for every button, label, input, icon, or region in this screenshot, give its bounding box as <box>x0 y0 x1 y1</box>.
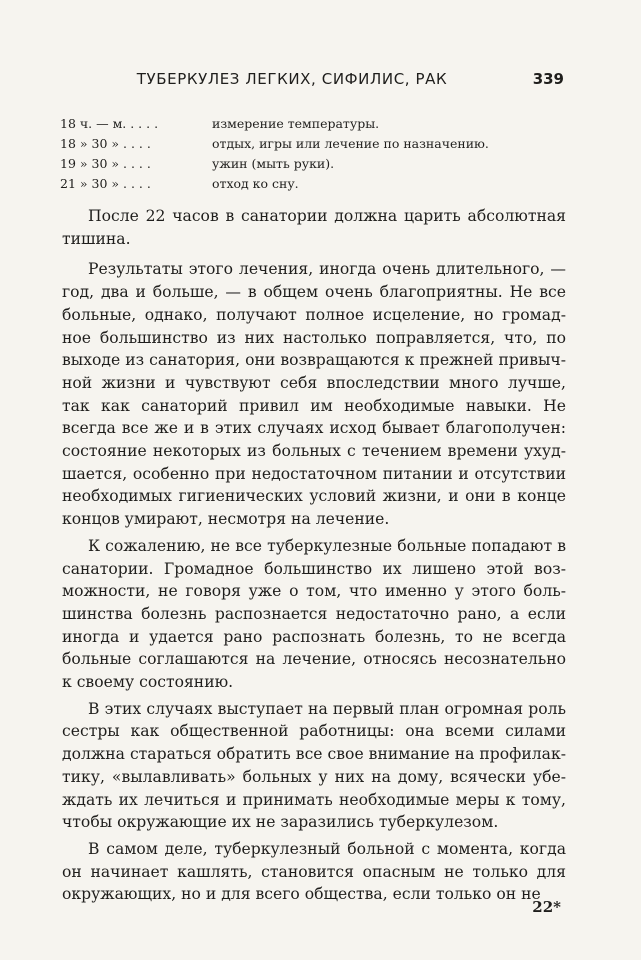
body-text <box>62 205 566 910</box>
schedule-activity: отдых, игры или лечение по назначению. <box>212 136 489 151</box>
page-number: 339 <box>532 70 564 88</box>
schedule-time: 21 » 30 » . . . . <box>60 176 151 191</box>
paragraph: Результаты этого лечения, иногда очень длительного, — год, два и больше, — в общем очень благоприятны. Не все больные, однако, получают полное исцеление, но громадное большинство из них настолько поправляется, что, по выходе из санатория, они возвращаются к прежней привычной жизни и чувствуют себя впоследствии много лучше, так как санаторий привил им необходимые навыки. Не всегда все же и в этих случаях исход бывает благополучен: состояние некоторых из больных с течением времени ухудшается, особенно при недостаточном питании и отсутствии необходимых гигиенических условий жизни, и они в конце концов умирают, несмотря на лечение. <box>62 260 566 529</box>
schedule-row <box>60 114 560 134</box>
schedule-time: 18 » 30 » . . . . <box>60 136 151 151</box>
paragraph: К сожалению, не все туберкулезные больные попадают в санатории. Громадное большинство их лишено этой возможности, не говоря уже о том, что именно у этого большинства болезнь распознается недостаточно рано, а если иногда и удается рано распознать болезнь, то не всегда больные соглашаются на лечение, относясь несознательно к своему состоянию. <box>62 536 566 692</box>
schedule-row <box>60 154 560 174</box>
paragraph: После 22 часов в санатории должна царить абсолютная тишина. <box>62 207 566 248</box>
schedule-row <box>60 134 560 154</box>
running-header <box>62 70 572 96</box>
schedule-time: 19 » 30 » . . . . <box>60 156 151 171</box>
schedule-time: 18 ч. — м. . . . . <box>60 116 159 131</box>
signature-mark: 22* <box>532 898 561 916</box>
paragraph: В этих случаях выступает на первый план огромная роль сестры как общественной работницы: она всеми силами должна стараться обратить все свое внимание на профилактику, «вылавливать» больных у них на дому, всячески убеждать их лечиться и принимать необходимые меры к тому, чтобы окружающие их не заразились туберкулезом. <box>62 699 566 832</box>
paragraph: В самом деле, туберкулезный больной с момента, когда он начинает кашлять, становится опасным не только для окружающих, но и для всего общества, если только он не <box>62 839 566 904</box>
schedule-activity: ужин (мыть руки). <box>212 156 335 171</box>
schedule-activity: измерение температуры. <box>212 116 380 131</box>
daily-schedule <box>60 114 560 194</box>
schedule-activity: отход ко сну. <box>212 176 299 191</box>
chapter-title: ТУБЕРКУЛЕЗ ЛЕГКИХ, СИФИЛИС, РАК <box>136 70 448 88</box>
schedule-row <box>60 174 560 194</box>
